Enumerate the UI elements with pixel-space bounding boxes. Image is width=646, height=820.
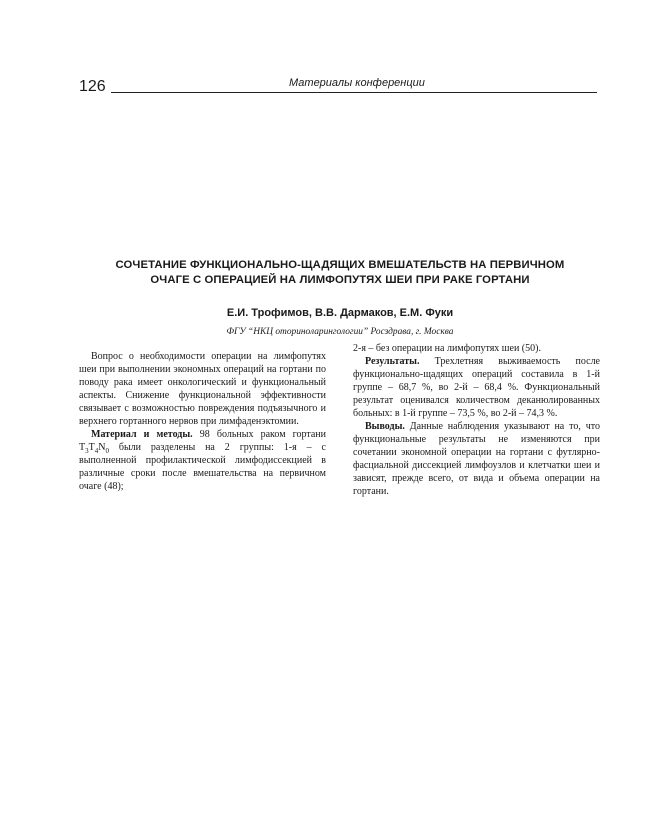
conclusions-paragraph [353,420,600,498]
page-number: 126 [79,78,106,95]
results-heading: Результаты. [365,356,420,367]
results-paragraph [353,355,600,420]
article-title-line-1: СОЧЕТАНИЕ ФУНКЦИОНАЛЬНО-ЩАДЯЩИХ ВМЕШАТЕЛЬСТВ НА ПЕРВИЧНОМ [115,259,565,271]
article-title-line-2: ОЧАГЕ С ОПЕРАЦИЕЙ НА ЛИМФОПУТЯХ ШЕИ ПРИ РАКЕ ГОРТАНИ [150,274,530,286]
article-title [82,258,598,288]
methods-text-a: 98 больных раком гортани T [79,429,327,453]
header-rule [111,92,597,93]
stage-t2: T [88,442,95,453]
stage-n: N [98,442,106,453]
methods-heading: Материал и методы. [91,429,193,440]
intro-paragraph: Вопрос о необходимости операции на лимфопутях шеи при выполнении экономных операций на гортани по поводу рака имеет онкологический и функциональный аспекты. Снижение функциональной эффективности связывает с возможностью повреждения подъязычного и верхнего гортанного нервов при лимфаденэктомии. [79,351,326,427]
conclusions-text: Данные наблюдения указывают на то, что функциональные результаты не изменяются при сочетании экономной операции на гортани с футлярно-фасциальной диссекцией лимфоузлов и клетчатки шеи и зависят, прежде всего, от вида и объема операции на гортани. [353,421,600,497]
right-column [353,342,600,498]
page-header [79,78,597,98]
results-text: Трехлетняя выживаемость после функционально-щадящих операций составила в 1-й группе – 68,7 %, во 2-й – 68,4 %. Функциональный результат оценивался количеством деканюлированных больных: в 1-й группе – 73,5 %, во 2-й – 74,3 %. [353,356,600,419]
methods-text-b: были разделены на 2 группы: 1-я – с выполненной профилактической лимфодиссекцией в различные сроки после вмешательства на первичном очаге (48); [79,442,326,492]
stage-n-subscript: 0 [105,447,109,455]
running-head: Материалы конференции [289,77,425,89]
conclusions-heading: Выводы. [365,421,405,432]
stage-t2-subscript: 4 [94,447,99,455]
article-authors: Е.И. Трофимов, В.В. Дармаков, Е.М. Фуки [226,307,454,319]
methods-paragraph [79,428,326,493]
article-affiliation: ФГУ “НКЦ оториноларингологии” Росздрава, г. Москва [226,327,454,337]
stage-t-subscript: 3 [85,447,89,455]
methods-continued: 2-я – без операции на лимфопутях шеи (50). [353,343,541,354]
left-column [79,350,326,493]
